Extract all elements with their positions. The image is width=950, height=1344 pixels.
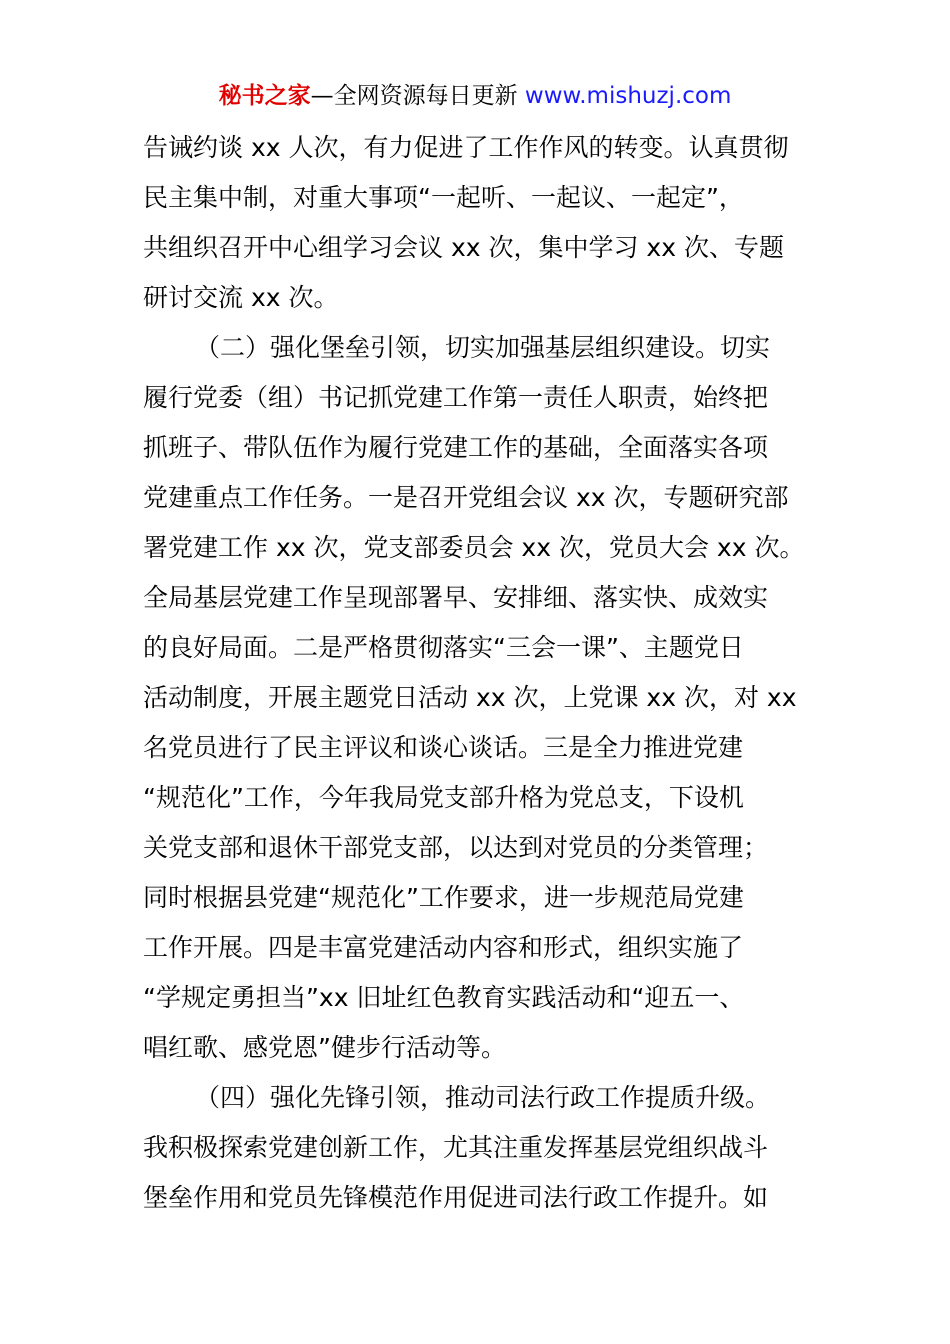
text-line: 告诫约谈 xx 人次，有力促进了工作作风的转变。认真贯彻 — [143, 133, 789, 162]
text-line: 研讨交流 xx 次。 — [143, 283, 339, 312]
text-line: 堡垒作用和党员先锋模范作用促进司法行政工作提升。如 — [143, 1183, 769, 1212]
text-line: 名党员进行了民主评议和谈心谈话。三是全力推进党建 — [143, 733, 744, 762]
text-line: 工作开展。四是丰富党建活动内容和形式，组织实施了 — [143, 933, 744, 962]
text-line: 全局基层党建工作呈现部署早、安排细、落实快、成效实 — [143, 583, 769, 612]
text-line: 同时根据县党建“规范化”工作要求，进一步规范局党建 — [143, 883, 744, 912]
text-line: 党建重点工作任务。一是召开党组会议 xx 次，专题研究部 — [143, 483, 789, 512]
text-line: 我积极探索党建创新工作，尤其注重发挥基层党组织战斗 — [143, 1133, 769, 1162]
text-line: 履行党委（组）书记抓党建工作第一责任人职责，始终把 — [143, 383, 769, 412]
text-line: 唱红歌、感党恩”健步行活动等。 — [143, 1033, 506, 1062]
site-tagline: —全网资源每日更新 — [310, 83, 518, 109]
site-brand: 秘书之家 — [218, 83, 311, 109]
text-line: “规范化”工作，今年我局党支部升格为党总支，下设机 — [143, 783, 744, 812]
section-heading-line: （二）强化堡垒引领，切实加强基层组织建设。切实 — [195, 333, 771, 362]
text-line: 活动制度，开展主题党日活动 xx 次，上党课 xx 次，对 xx — [143, 683, 797, 712]
section-heading-line: （四）强化先锋引领，推动司法行政工作提质升级。 — [195, 1083, 771, 1112]
site-url-link[interactable]: www.mishuzj.com — [524, 83, 732, 109]
text-line: 的良好局面。二是严格贯彻落实“三会一课”、主题党日 — [143, 633, 744, 662]
text-line: 署党建工作 xx 次，党支部委员会 xx 次，党员大会 xx 次。 — [143, 533, 805, 562]
text-line: “学规定勇担当”xx 旧址红色教育实践活动和“迎五一、 — [143, 983, 745, 1012]
site-header — [0, 80, 950, 112]
text-line: 抓班子、带队伍作为履行党建工作的基础，全面落实各项 — [143, 433, 769, 462]
text-line: 民主集中制，对重大事项“一起听、一起议、一起定”， — [143, 183, 744, 212]
text-line: 共组织召开中心组学习会议 xx 次，集中学习 xx 次、专题 — [143, 233, 784, 262]
document-body — [143, 123, 809, 1223]
text-line: 关党支部和退休干部党支部，以达到对党员的分类管理； — [143, 833, 769, 862]
